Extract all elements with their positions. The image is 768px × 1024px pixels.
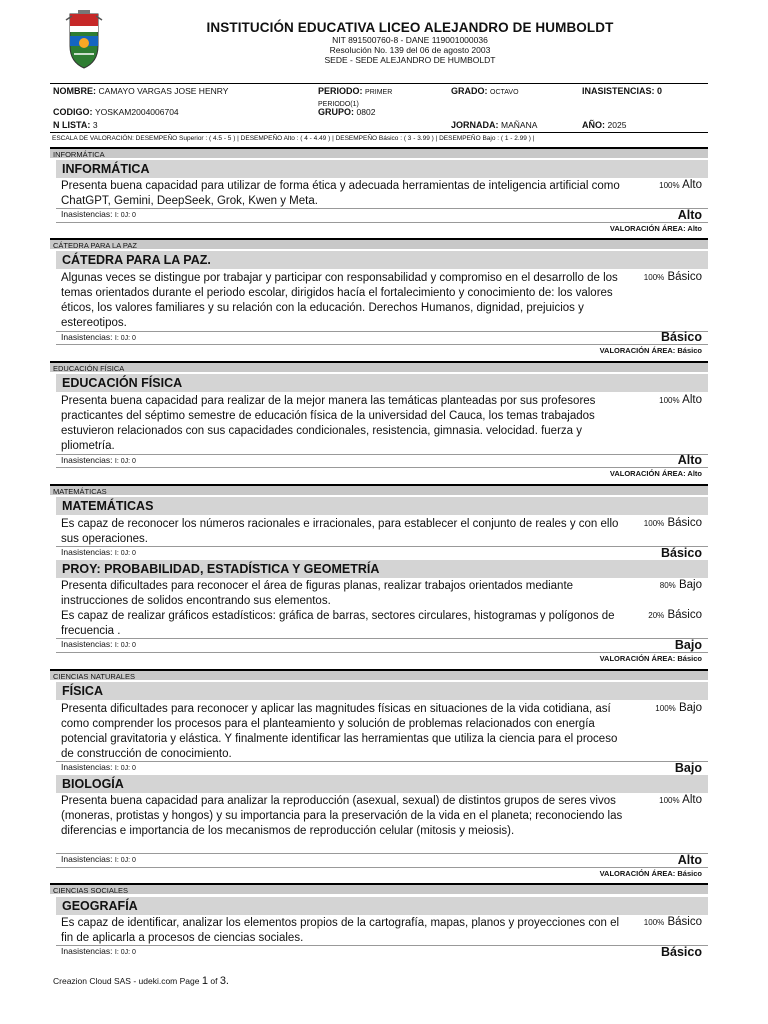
absences-line: Inasistencias: I: 0J: 0 xyxy=(61,639,136,649)
current-page-number: 1 xyxy=(201,975,208,987)
subject-grade: Básico xyxy=(661,330,702,344)
divider xyxy=(56,761,708,762)
divider xyxy=(56,867,708,868)
area-valuation: VALORACIÓN ÁREA: Alto xyxy=(609,224,702,233)
document-header xyxy=(150,20,670,65)
divider xyxy=(56,945,708,946)
subject-title-fisica: FÍSICA xyxy=(56,682,708,700)
area-bar-educacion-fisica: EDUCACIÓN FÍSICA xyxy=(50,361,708,372)
divider xyxy=(56,331,708,332)
subject-description: Presenta dificultades para reconocer y aplicar las magnitudes físicas en situaciones de la vida cotidiana, así como comprender los procesos para el planteamiento y solución de problemas relacionados con energía potencial gravitatoria y elástica. Y finalmente identificar las herramientas que utiliza la ciencia para el proceso de construcción de conocimiento. xyxy=(61,703,618,760)
subject-percentage: 20% Básico xyxy=(648,609,702,621)
subject-grade: Alto xyxy=(677,453,702,467)
subject-description: Es capaz de identificar, analizar los elementos propios de la cartografía, mapas, planos y proyecciones con el fin de aplicarla a procesos de ciencias sociales. xyxy=(61,917,620,944)
student-inasistencias: INASISTENCIAS: 0 xyxy=(582,86,663,96)
area-bar-matematicas: MATEMÁTICAS xyxy=(50,484,708,495)
student-grado: GRADO: OCTAVO xyxy=(451,86,519,96)
school-crest-logo xyxy=(64,10,104,72)
subject-percentage: 100% Básico xyxy=(643,916,702,928)
subject-description: Es capaz de realizar gráficos estadísticos: gráfica de barras, sectores circulares, histogramas y polígonos de frecuencia . xyxy=(61,610,615,637)
header-divider xyxy=(50,83,708,84)
absences-line: Inasistencias: I: 0J: 0 xyxy=(61,209,136,219)
subject-grade: Alto xyxy=(677,208,702,222)
divider xyxy=(56,344,708,345)
subject-description: Presenta buena capacidad para realizar de la mejor manera las temáticas planteadas por sus profesores practicantes del séptimo semestre de educación física de la universidad del Cauca, los temas trabajados estuvieron relacionados con sus capacidades condicionales, resistencia, gimnasia. velocidad. fuerza y pliometría. xyxy=(61,395,596,452)
grading-scale: ESCALA DE VALORACIÓN: DESEMPEÑO Superior : ( 4.5 - 5 ) | DESEMPEÑO Alto : ( 4 - 4.49 ) | DESEMPEÑO Básico : ( 3 - 3.99 ) | DESEMPEÑO Bajo : ( 1 - 2.99 ) | xyxy=(52,135,535,142)
subject-percentage: 100% Bajo xyxy=(655,702,702,714)
student-anio: AÑO: 2025 xyxy=(582,120,627,130)
student-name: NOMBRE: CAMAYO VARGAS JOSE HENRY xyxy=(53,86,229,96)
subject-percentage: 100% Alto xyxy=(659,179,702,191)
subject-grade: Básico xyxy=(661,546,702,560)
subject-title-informatica: INFORMÁTICA xyxy=(56,160,708,178)
student-grupo: GRUPO: 0802 xyxy=(318,107,376,117)
absences-line: Inasistencias: I: 0J: 0 xyxy=(61,547,136,557)
divider xyxy=(56,467,708,468)
divider xyxy=(56,546,708,547)
subject-description: Presenta dificultades para reconocer el área de figuras planas, realizar trabajos orientados mediante instrucciones de solidos encontrando sus elementos. xyxy=(61,580,574,607)
divider xyxy=(56,638,708,639)
divider xyxy=(56,853,708,854)
subject-title-educacion-fisica: EDUCACIÓN FÍSICA xyxy=(56,374,708,392)
subject-percentage: 100% Alto xyxy=(659,394,702,406)
divider xyxy=(56,454,708,455)
subject-title-proyecto-estadistica: PROY: PROBABILIDAD, ESTADÍSTICA Y GEOMETRÍA xyxy=(56,560,708,578)
page-footer: Creazion Cloud SAS - udeki.com Page 1 of 3. xyxy=(53,975,229,987)
student-periodo: PERIODO: PRIMER PERIODO(1) xyxy=(318,86,393,108)
student-codigo: CODIGO: YOSKAM2004006704 xyxy=(53,107,179,117)
divider xyxy=(56,222,708,223)
subject-description: Presenta buena capacidad para analizar la reproducción (asexual, sexual) de distintos grupos de seres vivos (moneras, protistas y hongos) y su importancia para la preservación de la vida en el planeta; reconociendo las diferencias e importancia de los mecanismos de reproducción celular (mitosis y meiosis). xyxy=(61,795,623,837)
subject-percentage: 80% Bajo xyxy=(659,579,702,591)
subject-percentage: 100% Básico xyxy=(643,517,702,529)
subject-title-geografia: GEOGRAFÍA xyxy=(56,897,708,915)
absences-line: Inasistencias: I: 0J: 0 xyxy=(61,455,136,465)
nit-line: NIT 891500760-8 - DANE 119001000036 xyxy=(332,35,488,45)
subject-description: Algunas veces se distingue por trabajar y participar con responsabilidad y compromiso en el desarrollo de los temas orientados durante el periodo escolar, dirigidos hacía el fortalecimiento y conocimiento de: los valores éticos, los valores familiares y su relación con la educación. Derechos Humanos, dignidad, prejuicios y estereotipos. xyxy=(61,272,618,329)
area-bar-informatica: INFORMÁTICA xyxy=(50,147,708,158)
subject-grade: Alto xyxy=(677,853,702,867)
subject-description: Es capaz de reconocer los números racionales e irracionales, para establecer el conjunto de reales y con ello sus operaciones. xyxy=(61,518,619,545)
absences-line: Inasistencias: I: 0J: 0 xyxy=(61,946,136,956)
area-bar-ciencias-sociales: CIENCIAS SOCIALES xyxy=(50,883,708,894)
institution-title: INSTITUCIÓN EDUCATIVA LICEO ALEJANDRO DE HUMBOLDT xyxy=(206,20,614,35)
divider xyxy=(56,208,708,209)
total-pages: 3. xyxy=(219,975,229,987)
absences-line: Inasistencias: I: 0J: 0 xyxy=(61,854,136,864)
info-divider xyxy=(50,132,708,133)
absences-line: Inasistencias: I: 0J: 0 xyxy=(61,332,136,342)
subject-grade: Básico xyxy=(661,945,702,959)
subject-percentage: 100% Alto xyxy=(659,794,702,806)
student-nlista: N LISTA: 3 xyxy=(53,120,98,130)
subject-title-matematicas: MATEMÁTICAS xyxy=(56,497,708,515)
student-jornada: JORNADA: MAÑANA xyxy=(451,120,538,130)
resolution-line: Resolución No. 139 del 06 de agosto 2003 xyxy=(329,45,491,55)
subject-grade: Bajo xyxy=(674,761,702,775)
subject-title-catedra-paz: CÁTEDRA PARA LA PAZ. xyxy=(56,251,708,269)
subject-grade: Bajo xyxy=(674,638,702,652)
area-valuation: VALORACIÓN ÁREA: Básico xyxy=(599,869,702,878)
area-valuation: VALORACIÓN ÁREA: Alto xyxy=(609,469,702,478)
area-valuation: VALORACIÓN ÁREA: Básico xyxy=(599,346,702,355)
subject-title-biologia: BIOLOGÍA xyxy=(56,775,708,793)
subject-percentage: 100% Básico xyxy=(643,271,702,283)
subject-description: Presenta buena capacidad para utilizar de forma ética y adecuada herramientas de inteligencia artificial como ChatGPT, Gemini, DeepSeek, Grok, Kwen y Meta. xyxy=(61,180,620,207)
area-bar-ciencias-naturales: CIENCIAS NATURALES xyxy=(50,669,708,680)
absences-line: Inasistencias: I: 0J: 0 xyxy=(61,762,136,772)
area-valuation: VALORACIÓN ÁREA: Básico xyxy=(599,654,702,663)
area-bar-catedra-paz: CÁTEDRA PARA LA PAZ xyxy=(50,238,708,249)
sede-line: SEDE - SEDE ALEJANDRO DE HUMBOLDT xyxy=(324,55,496,65)
divider xyxy=(56,652,708,653)
